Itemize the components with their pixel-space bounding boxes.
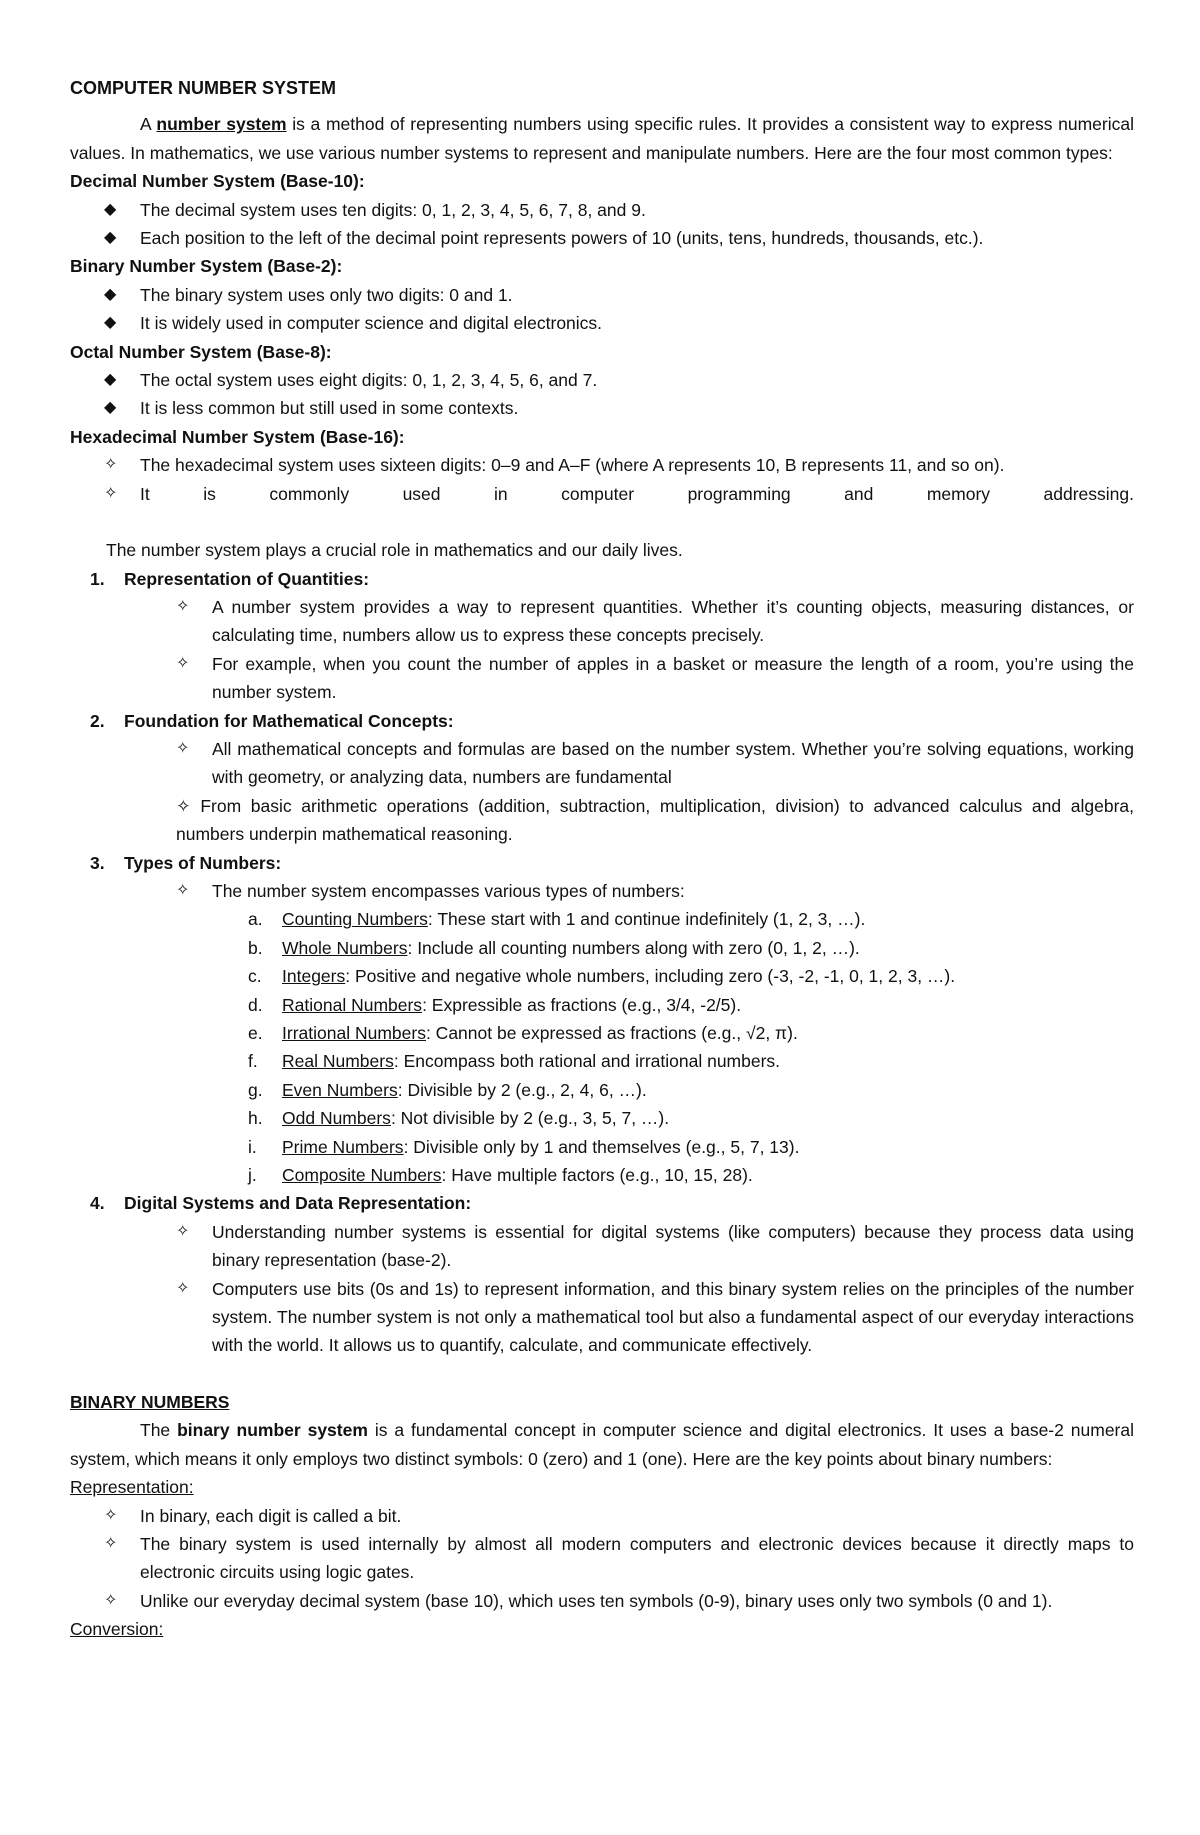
list-item: ✧ The binary system is used internally by almost all modern computers and electronic devices because it directly maps to electronic circuits using logic gates.	[70, 1530, 1134, 1587]
document-page	[70, 74, 1134, 1644]
list-item: d. Rational Numbers: Expressible as fractions (e.g., 3/4, -2/5).	[248, 994, 742, 1015]
list-item: j. Composite Numbers: Have multiple factors (e.g., 10, 15, 28).	[248, 1165, 753, 1186]
section-heading-binary: Binary Number System (Base-2):	[70, 256, 343, 277]
star-icon: ✧	[176, 795, 201, 816]
star-icon: ✧	[104, 1506, 118, 1524]
numbered-heading: 3. Types of Numbers:	[90, 852, 282, 873]
star-icon: ✧	[176, 739, 190, 757]
diamond-icon: ◆	[104, 285, 117, 303]
intro-paragraph	[70, 110, 1134, 167]
list-item: ✧ Understanding number systems is essential for digital systems (like computers) because they process data using binary representation (base-2).	[70, 1218, 1134, 1275]
list-item: g. Even Numbers: Divisible by 2 (e.g., 2, 4, 6, …).	[248, 1079, 647, 1100]
list-item: ✧ All mathematical concepts and formulas are based on the number system. Whether you’re solving equations, working with geometry, or analyzing data, numbers are fundamental	[70, 735, 1134, 792]
star-icon: ✧	[176, 654, 190, 672]
section-heading-hexadecimal: Hexadecimal Number System (Base-16):	[70, 426, 405, 447]
list-item: h. Odd Numbers: Not divisible by 2 (e.g., 3, 5, 7, …).	[248, 1108, 670, 1129]
binary-paragraph: The binary number system is a fundamental concept in computer science and digital electronics. It uses a base-2 numeral system, which means it only employs two distinct symbols: 0 (zero) and 1 (one). Here are the key points about binary numbers:	[70, 1420, 1134, 1469]
star-icon: ✧	[176, 597, 190, 615]
list-item: i. Prime Numbers: Divisible only by 1 and themselves (e.g., 5, 7, 13).	[248, 1136, 800, 1157]
intro-rest: is a method of representing numbers using specific rules. It provides a consistent way to express numerical values. In mathematics, we use various number systems to represent and manipulate numbers. Here are the four most common types:	[70, 114, 1134, 163]
numbered-heading: 1. Representation of Quantities:	[90, 568, 370, 589]
star-icon: ✧	[176, 1279, 190, 1297]
star-icon: ✧	[104, 484, 118, 502]
list-item-inline: ✧ From basic arithmetic operations (addition, subtraction, multiplication, division) to advanced calculus and algebra, numbers underpin mathematical reasoning.	[176, 795, 1135, 845]
list-item: ✧ The hexadecimal system uses sixteen digits: 0–9 and A–F (where A represents 10, B represents 11, and so on).	[70, 451, 1134, 479]
list-item: ✧ For example, when you count the number of apples in a basket or measure the length of a room, you’re using the number system.	[70, 650, 1134, 707]
diamond-icon: ◆	[104, 200, 117, 218]
diamond-icon: ◆	[104, 399, 117, 417]
intro-lead: A	[140, 114, 157, 135]
numbered-heading: 2. Foundation for Mathematical Concepts:	[90, 710, 454, 731]
representation-heading: Representation:	[70, 1477, 194, 1498]
list-item: ◆ The binary system uses only two digits: 0 and 1.	[70, 281, 1134, 309]
diamond-icon: ◆	[104, 314, 117, 332]
list-item: ◆ It is widely used in computer science and digital electronics.	[70, 309, 1134, 337]
section-heading-decimal: Decimal Number System (Base-10):	[70, 171, 365, 192]
binary-heading: BINARY NUMBERS	[70, 1391, 230, 1412]
number-types-list	[70, 905, 1134, 1189]
binary-term: binary number system	[177, 1420, 368, 1441]
numbered-heading: 4. Digital Systems and Data Representation:	[90, 1193, 472, 1214]
list-item: ✧ Computers use bits (0s and 1s) to represent information, and this binary system relies on the principles of the number system. The number system is not only a mathematical tool but also a fundamental aspect of our everyday interactions with the world. It allows us to quantify, calculate, and communicate effectively.	[70, 1275, 1134, 1360]
diamond-icon: ◆	[104, 229, 117, 247]
diamond-icon: ◆	[104, 371, 117, 389]
list-item: ✧ A number system provides a way to represent quantities. Whether it’s counting objects, measuring distances, or calculating time, numbers allow us to express these concepts precisely.	[70, 593, 1134, 650]
list-item: ◆ It is less common but still used in some contexts.	[70, 394, 1134, 422]
page-title: COMPUTER NUMBER SYSTEM	[70, 78, 337, 98]
star-icon: ✧	[176, 881, 190, 899]
list-item: ✧ Unlike our everyday decimal system (base 10), which uses ten symbols (0-9), binary uses only two symbols (0 and 1).	[70, 1587, 1134, 1615]
star-icon: ✧	[104, 1591, 118, 1609]
list-item: ◆ The decimal system uses ten digits: 0, 1, 2, 3, 4, 5, 6, 7, 8, and 9.	[70, 196, 1134, 224]
conversion-heading: Conversion:	[70, 1619, 164, 1640]
list-item: e. Irrational Numbers: Cannot be expressed as fractions (e.g., √2, π).	[248, 1023, 798, 1043]
list-item: ✧ The number system encompasses various types of numbers:	[70, 877, 1134, 905]
star-icon: ✧	[104, 456, 118, 474]
section-heading-octal: Octal Number System (Base-8):	[70, 341, 332, 362]
list-item: ◆ The octal system uses eight digits: 0, 1, 2, 3, 4, 5, 6, and 7.	[70, 366, 1134, 394]
list-item: c. Integers: Positive and negative whole numbers, including zero (-3, -2, -1, 0, 1, 2, 3, …).	[248, 966, 956, 987]
list-item: b. Whole Numbers: Include all counting numbers along with zero (0, 1, 2, …).	[248, 937, 860, 958]
list-item: ◆ Each position to the left of the decimal point represents powers of 10 (units, tens, hundreds, thousands, etc.).	[70, 224, 1134, 252]
star-icon: ✧	[104, 1534, 118, 1552]
list-item: a. Counting Numbers: These start with 1 and continue indefinitely (1, 2, 3, …).	[248, 909, 866, 930]
role-intro: The number system plays a crucial role in mathematics and our daily lives.	[106, 540, 683, 561]
star-icon: ✧	[176, 1222, 190, 1240]
list-item: f. Real Numbers: Encompass both rational and irrational numbers.	[248, 1051, 781, 1072]
intro-term: number system	[156, 114, 287, 135]
list-item: ✧ In binary, each digit is called a bit.	[70, 1502, 1134, 1530]
list-item: ✧ It is commonly used in computer programming and memory addressing.	[70, 480, 1134, 508]
